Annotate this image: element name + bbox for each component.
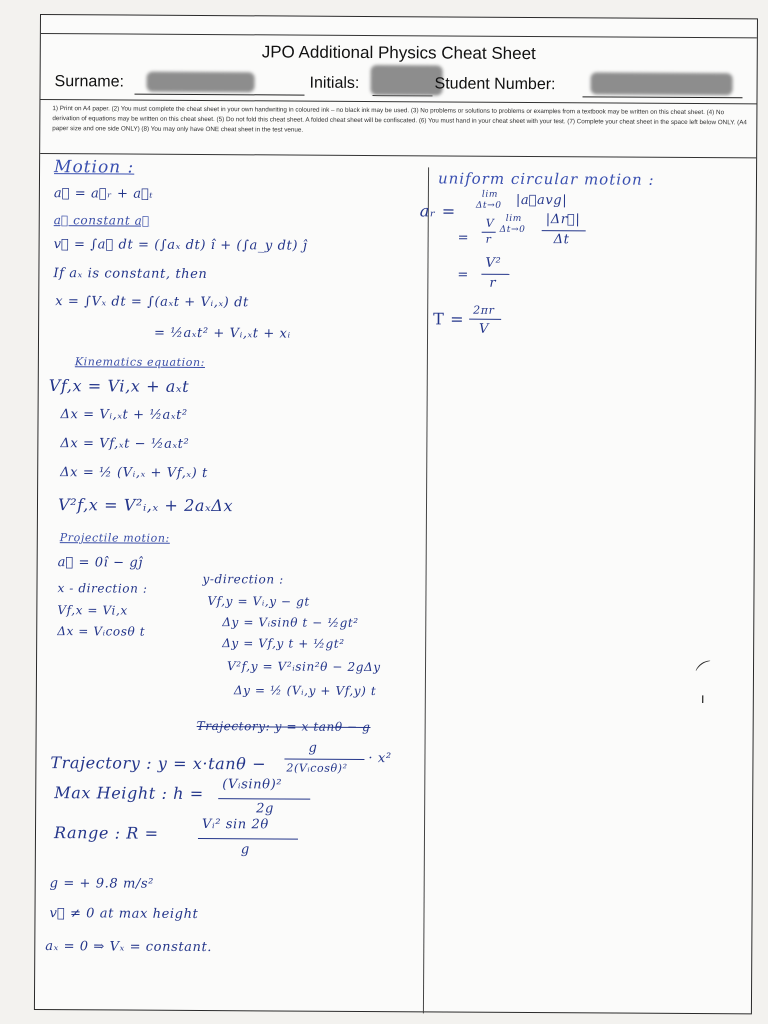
header-top-rule <box>41 33 757 38</box>
student-number-label: Student Number: <box>434 75 556 94</box>
x-direction-eq-1: Vf,x = Vi,x <box>57 603 128 618</box>
stray-pen-mark-2: ı <box>700 691 705 708</box>
gravity-value: g = + 9.8 m/s² <box>49 876 155 892</box>
v-squared-den: r <box>489 275 497 291</box>
constant-a-heading: a⃗ constant a⃗ <box>53 213 150 228</box>
student-fields <box>54 73 745 94</box>
period-fraction-bar <box>469 319 501 320</box>
range-numerator: Vᵢ² sin 2θ <box>202 817 269 833</box>
avg-acc-abs: |a⃗avg| <box>515 192 568 209</box>
redacted-initials <box>371 65 443 95</box>
motion-heading: Motion : <box>54 157 135 178</box>
x-direction-eq-2: Δx = Vᵢcosθ t <box>57 624 146 639</box>
y-direction-heading: y-direction : <box>202 572 284 587</box>
limit-2: lim <box>505 213 522 224</box>
period-denominator: V <box>479 321 490 337</box>
delta-r-bar <box>542 230 586 231</box>
v-squared-num: V² <box>485 255 502 271</box>
trajectory-lhs: Trajectory : y = x·tanθ − <box>50 753 267 774</box>
position-integral-eq: x = ∫Vₓ dt = ∫(aₓt + Vᵢ,ₓ) dt <box>55 294 249 311</box>
y-direction-eq-4: V²f,y = V²ᵢsin²θ − 2gΔy <box>226 659 381 675</box>
initials-label: Initials: <box>309 74 360 92</box>
projectile-heading: Projectile motion: <box>59 531 170 545</box>
surname-line <box>135 94 305 96</box>
delta-r-num: |Δr⃗| <box>545 212 581 228</box>
kinematics-eq-2: Δx = Vᵢ,ₓt + ½aₓt² <box>60 407 188 423</box>
equals-3: = <box>457 267 469 283</box>
y-direction-eq-3: Δy = Vf,y t + ½gt² <box>222 636 345 651</box>
redacted-surname <box>147 72 255 93</box>
x-direction-heading: x - direction : <box>57 581 148 596</box>
range-lhs: Range : R = <box>53 823 159 843</box>
trajectory-fraction-bar <box>284 759 364 760</box>
max-height-fraction-bar <box>218 798 310 800</box>
kinematics-heading: Kinematics equation: <box>74 355 206 370</box>
y-direction-eq-5: Δy = ½ (Vᵢ,y + Vf,y) t <box>233 683 377 699</box>
kinematics-eq-3: Δx = Vf,ₓt − ½aₓt² <box>60 436 190 452</box>
range-fraction-bar <box>198 838 298 840</box>
header-bottom-rule <box>40 153 756 158</box>
trajectory-numerator: g <box>308 740 318 756</box>
period-numerator: 2πr <box>473 303 495 317</box>
kinematics-eq-4: Δx = ½ (Vᵢ,ₓ + Vf,ₓ) t <box>60 465 208 482</box>
limit-1-sub: Δt→0 <box>475 200 502 211</box>
kinematics-eq-1: Vf,x = Vi,x + aₓt <box>48 376 190 396</box>
v-squared-bar <box>481 274 509 275</box>
kinematics-eq-5: V²f,x = V²ᵢ,ₓ + 2aₓΔx <box>57 495 234 516</box>
equals-2: = <box>457 230 470 246</box>
radial-acc-lhs: aᵣ = <box>419 201 456 221</box>
acc-vector-eq: a⃗ = a⃗ᵣ + a⃗ₜ <box>53 186 154 202</box>
range-denominator: g <box>240 842 250 858</box>
y-direction-eq-1: Vf,y = Vᵢ,y − gt <box>207 594 310 609</box>
projectile-acc-eq: a⃗ = 0î − gĵ <box>57 555 143 571</box>
max-height-lhs: Max Height : h = <box>54 783 204 804</box>
delta-r-den: Δt <box>553 232 570 248</box>
velocity-integral-eq: v⃗ = ∫a⃗ dt = (∫aₓ dt) î + (∫a_y dt) ĵ <box>53 237 308 254</box>
v-over-r-num: V <box>485 216 495 230</box>
max-height-denominator: 2g <box>256 801 274 817</box>
trajectory-denominator: 2(Vᵢcosθ)² <box>286 761 348 775</box>
max-height-numerator: (Vᵢsinθ)² <box>222 777 283 793</box>
period-lhs: T = <box>433 309 465 329</box>
sheet-title: JPO Additional Physics Cheat Sheet <box>261 42 536 64</box>
limit-2-sub: Δt→0 <box>499 224 526 235</box>
velocity-at-max-height: v⃗ ≠ 0 at max height <box>49 906 199 922</box>
v-over-r-den: r <box>485 232 492 246</box>
position-result-eq: = ½aₓt² + Vᵢ,ₓt + xᵢ <box>154 325 291 342</box>
cheat-sheet-page <box>34 14 758 1014</box>
horizontal-velocity-constant: aₓ = 0 ⇒ Vₓ = constant. <box>45 939 213 956</box>
surname-label: Surname: <box>54 73 125 91</box>
circular-motion-heading: uniform circular motion : <box>437 169 655 189</box>
struck-trajectory: Trajectory: y = x tanθ − g <box>196 718 371 735</box>
limit-1: lim <box>481 189 499 200</box>
y-direction-eq-2: Δy = Vᵢsinθ t − ½gt² <box>222 615 359 630</box>
stray-pen-mark-1: ⌒ <box>693 657 721 686</box>
if-constant-text: If aₓ is constant, then <box>53 266 208 283</box>
instructions-text: 1) Print on A4 paper. (2) You must complete the cheat sheet in your own handwriting in coloured ink – no black ink may be used. (3) No problems or solutions to problems or examples from a textbook may be written on this cheat sheet. (4) No derivation of equations may be written on this cheat sheet. (5) Do not fold this cheat sheet. A folded cheat sheet will be confiscated. (6) You must hand in your cheat sheet with your test. (7) Complete your cheat sheet in the space left below ONLY. (A4 paper size and one side ONLY) (8) You may only have ONE cheat sheet in the test venue. <box>52 105 747 134</box>
redacted-student-number <box>591 72 733 95</box>
column-divider <box>423 167 429 1013</box>
trajectory-tail: · x² <box>368 751 392 767</box>
header-mid-rule <box>40 99 756 104</box>
student-number-line <box>583 96 743 98</box>
